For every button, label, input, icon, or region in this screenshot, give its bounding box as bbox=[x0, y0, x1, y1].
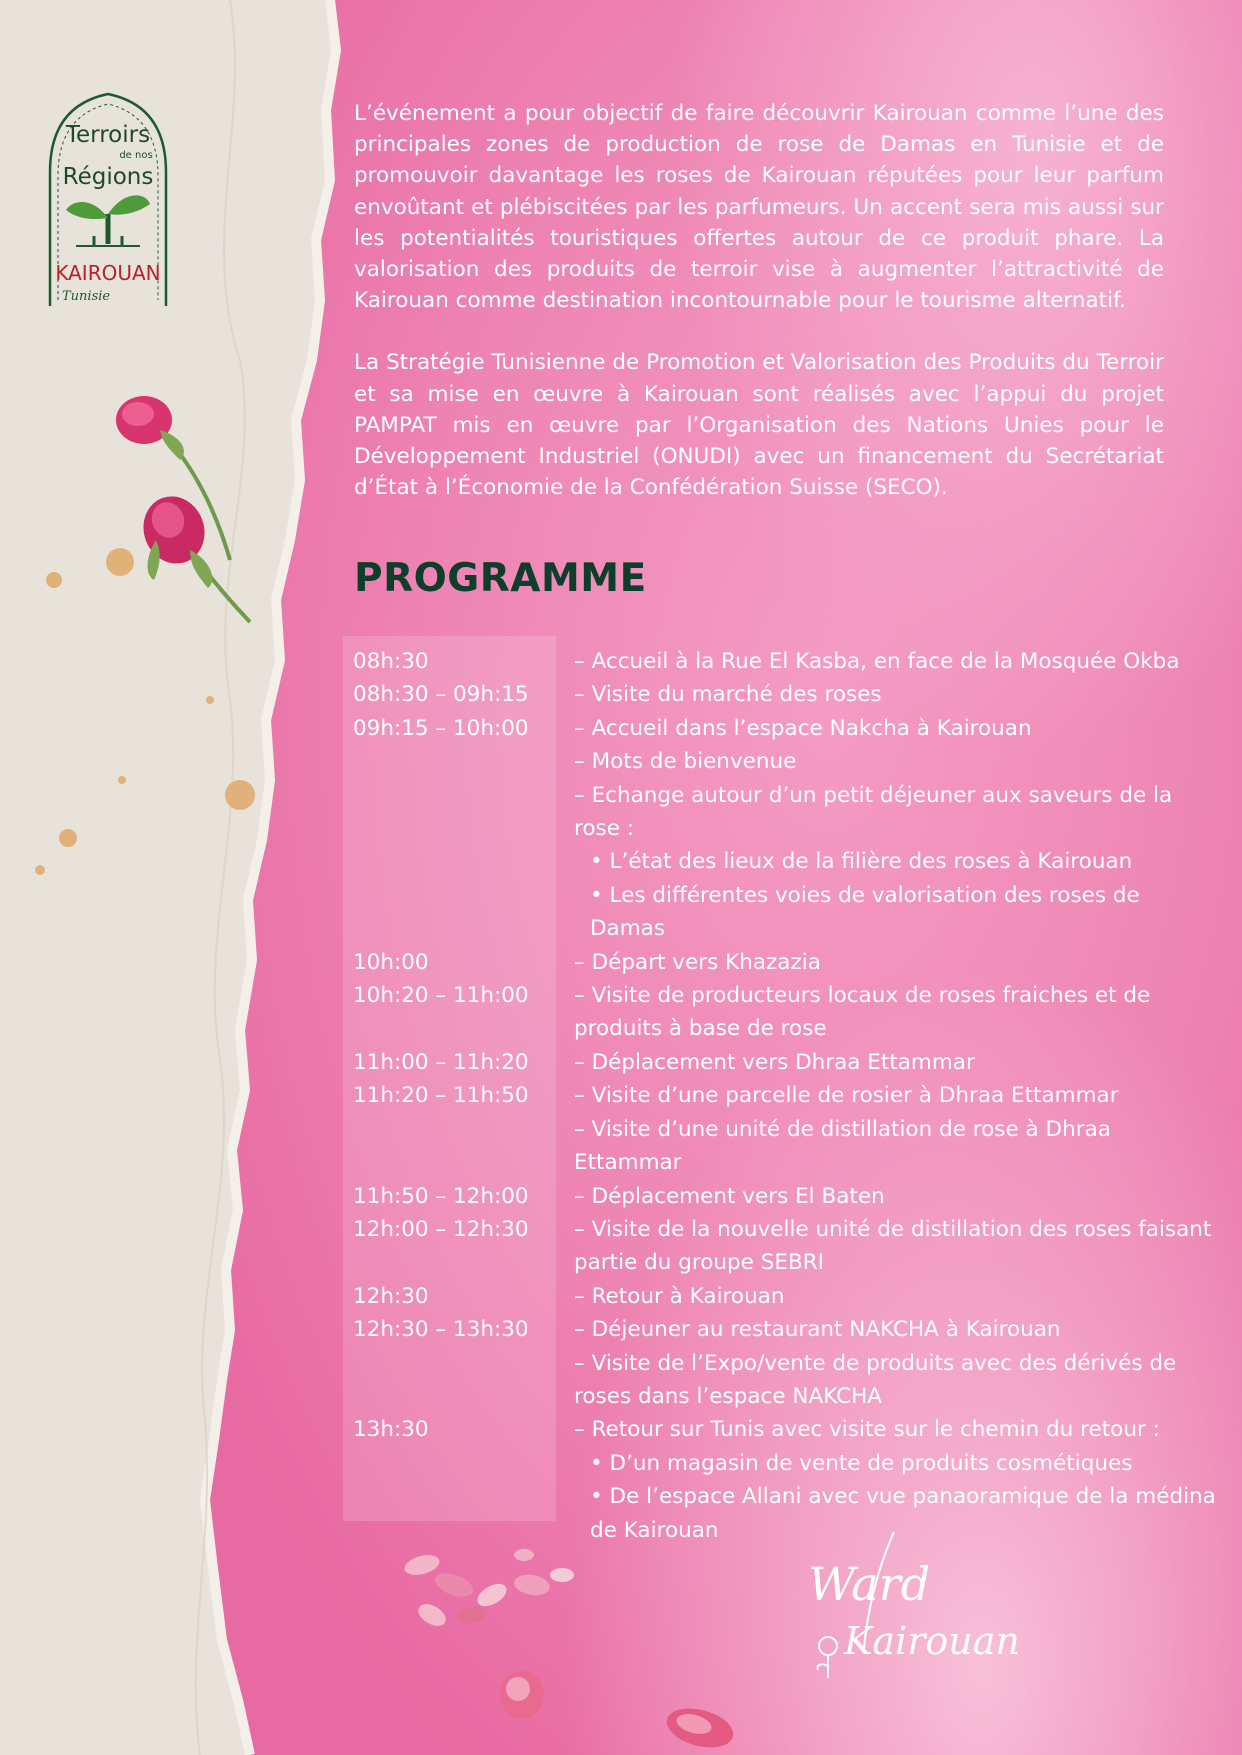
schedule-activities bbox=[574, 1079, 1218, 1179]
schedule-row bbox=[353, 1280, 1218, 1313]
schedule-time: 12h:30 – 13h:30 bbox=[353, 1317, 529, 1343]
schedule-activity: – Visite d’une parcelle de rosier à Dhraa Ettammar bbox=[574, 1083, 1119, 1109]
schedule-row bbox=[353, 678, 1218, 711]
programme-schedule bbox=[353, 645, 1218, 1547]
terroirs-kairouan-logo bbox=[32, 86, 184, 314]
schedule-activity: – Déplacement vers Dhraa Ettammar bbox=[574, 1049, 975, 1075]
schedule-time: 12h:00 – 12h:30 bbox=[353, 1216, 529, 1242]
schedule-time: 10h:20 – 11h:00 bbox=[353, 983, 529, 1009]
schedule-sub-item: • De l’espace Allani avec vue panaoramique de la médina de Kairouan bbox=[590, 1484, 1216, 1543]
intro-paragraph-1: L’événement a pour objectif de faire découvrir Kairouan comme l’une des principales zones de production de rose de Damas en Tunisie et de promouvoir davantage les roses de Kairouan réputées pour leur parfum envoûtant et plébiscitées par les parfumeurs. Un accent sera mis aussi sur les potentialités touristiques offertes autour de ce produit phare. La valorisation des produits de terroir vise à augmenter l’attractivité de Kairouan comme destination incontournable pour le tourisme alternatif. bbox=[354, 101, 1164, 314]
schedule-time: 08h:30 bbox=[353, 649, 429, 674]
schedule-row bbox=[353, 1079, 1218, 1179]
schedule-activities bbox=[574, 712, 1218, 946]
schedule-sub-item: • D’un magasin de vente de produits cosmétiques bbox=[590, 1450, 1133, 1476]
logo-title-line3: Régions bbox=[62, 164, 154, 190]
rose-petals-illustration bbox=[392, 1545, 632, 1755]
schedule-activities bbox=[574, 1213, 1218, 1280]
schedule-activities bbox=[574, 1413, 1218, 1547]
schedule-activities bbox=[574, 1280, 1218, 1313]
schedule-row bbox=[353, 946, 1218, 979]
schedule-time: 11h:20 – 11h:50 bbox=[353, 1083, 529, 1109]
schedule-row bbox=[353, 1180, 1218, 1213]
schedule-row bbox=[353, 1413, 1218, 1547]
schedule-activities bbox=[574, 1313, 1218, 1413]
schedule-time: 11h:00 – 11h:20 bbox=[353, 1049, 529, 1075]
schedule-activity: – Départ vers Khazazia bbox=[574, 949, 821, 975]
logo-city: KAIROUAN bbox=[55, 261, 161, 285]
schedule-activity: – Echange autour d’un petit déjeuner aux saveurs de la rose : bbox=[574, 782, 1173, 842]
gold-flecks-decoration bbox=[30, 540, 270, 880]
schedule-row bbox=[353, 1213, 1218, 1280]
schedule-time: 08h:30 – 09h:15 bbox=[353, 682, 529, 708]
schedule-activity: – Visite de producteurs locaux de roses fraiches et de produits à base de rose bbox=[574, 983, 1151, 1042]
schedule-activities bbox=[574, 645, 1218, 678]
schedule-activities bbox=[574, 1046, 1218, 1079]
logo-title-line1: Terroirs bbox=[65, 122, 151, 148]
logo-title-line2: de nos bbox=[119, 150, 153, 161]
schedule-activities bbox=[574, 1180, 1218, 1213]
ward-kairouan-signature bbox=[798, 1528, 1028, 1698]
signature-line2: Kairouan bbox=[844, 1619, 1020, 1663]
schedule-activity: – Retour sur Tunis avec visite sur le chemin du retour : bbox=[574, 1417, 1160, 1443]
intro-paragraph-2: La Stratégie Tunisienne de Promotion et Valorisation des Produits du Terroir et sa mise en œuvre à Kairouan sont réalisés avec l’appui du projet PAMPAT mis en œuvre par l’Organisation des Nations Unies pour le Développement Industriel (ONUDI) avec un financement du Secrétariat d’État à l’Économie de la Confédération Suisse (SECO). bbox=[354, 350, 1164, 501]
schedule-row bbox=[353, 645, 1218, 678]
schedule-activity: – Mots de bienvenue bbox=[574, 749, 797, 775]
schedule-activity: – Visite d’une unité de distillation de rose à Dhraa Ettammar bbox=[574, 1116, 1111, 1176]
schedule-time: 11h:50 – 12h:00 bbox=[353, 1183, 529, 1209]
schedule-activity: – Retour à Kairouan bbox=[574, 1283, 785, 1309]
schedule-activity: – Visite du marché des roses bbox=[574, 682, 882, 708]
schedule-row bbox=[353, 712, 1218, 946]
schedule-row bbox=[353, 1046, 1218, 1079]
schedule-activities bbox=[574, 979, 1218, 1046]
schedule-activities bbox=[574, 946, 1218, 979]
schedule-activity: – Déplacement vers El Baten bbox=[574, 1183, 885, 1209]
schedule-activity: – Visite de l’Expo/vente de produits avec des dérivés de roses dans l’espace NAKCHA bbox=[574, 1350, 1177, 1409]
sprout-icon bbox=[66, 195, 150, 246]
schedule-activity: – Visite de la nouvelle unité de distillation des roses faisant partie du groupe SEBRI bbox=[574, 1216, 1212, 1276]
schedule-activity: – Accueil à la Rue El Kasba, en face de la Mosquée Okba bbox=[574, 649, 1180, 674]
schedule-time: 13h:30 bbox=[353, 1417, 429, 1443]
schedule-row bbox=[353, 979, 1218, 1046]
programme-heading: PROGRAMME bbox=[354, 556, 647, 601]
schedule-time: 10h:00 bbox=[353, 949, 429, 975]
logo-country: Tunisie bbox=[62, 289, 111, 304]
intro-text bbox=[354, 98, 1164, 503]
schedule-sub-item: • Les différentes voies de valorisation des roses de Damas bbox=[590, 882, 1140, 942]
signature-line1: Ward bbox=[808, 1557, 931, 1611]
rose-petal-bottom bbox=[660, 1700, 740, 1755]
schedule-time: 12h:30 bbox=[353, 1283, 429, 1309]
schedule-row bbox=[353, 1313, 1218, 1413]
rose-icon bbox=[817, 1637, 837, 1678]
schedule-time: 09h:15 – 10h:00 bbox=[353, 715, 529, 741]
schedule-sub-item: • L’état des lieux de la filière des roses à Kairouan bbox=[590, 849, 1133, 875]
schedule-activities bbox=[574, 678, 1218, 711]
schedule-activity: – Accueil dans l’espace Nakcha à Kairouan bbox=[574, 715, 1032, 741]
schedule-activity: – Déjeuner au restaurant NAKCHA à Kairouan bbox=[574, 1317, 1061, 1343]
